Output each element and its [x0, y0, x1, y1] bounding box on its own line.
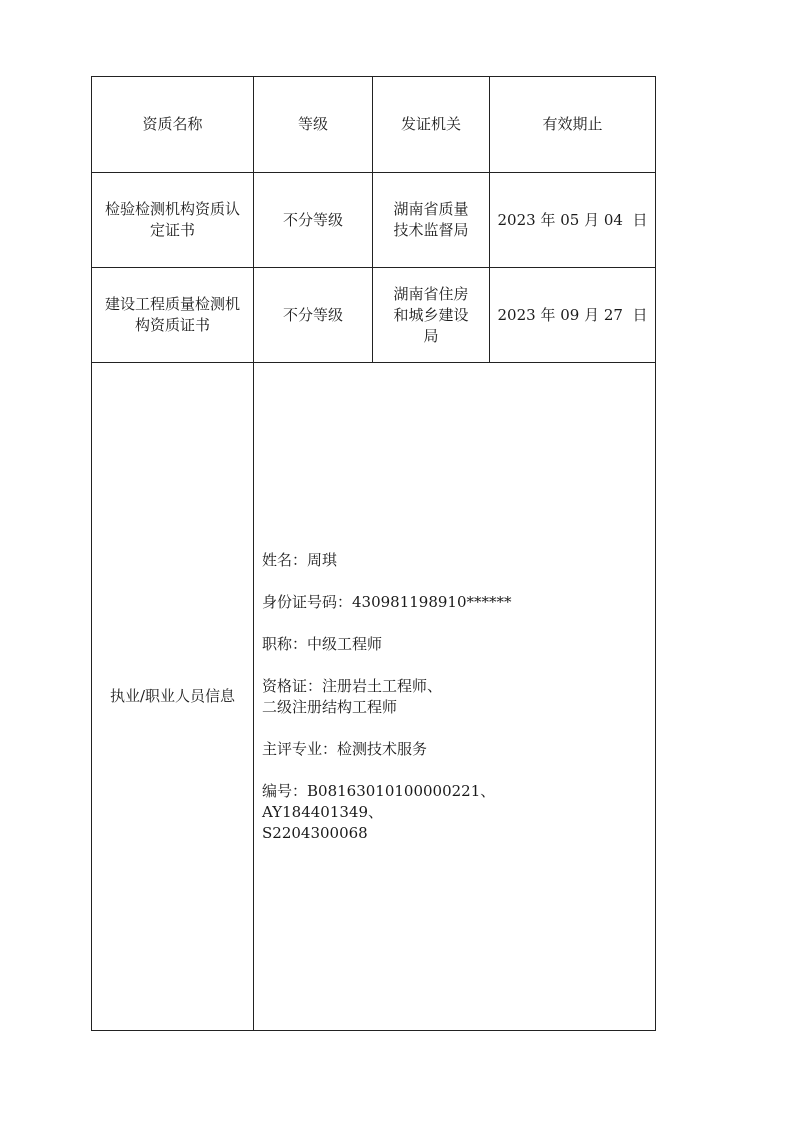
cell-validity: 2023 年 09 月 27 日 — [490, 268, 656, 363]
person-major: 主评专业：检测技术服务 — [262, 739, 428, 758]
cell-qualification-name: 建设工程质量检测机构资质证书 — [92, 268, 254, 363]
person-number-2: AY184401349、 — [262, 802, 384, 821]
cell-issuer: 湖南省住房和城乡建设局 — [373, 268, 490, 363]
cell-level: 不分等级 — [254, 173, 373, 268]
header-qualification-name: 资质名称 — [92, 77, 254, 173]
header-level: 等级 — [254, 77, 373, 173]
person-certificate-1: 资格证：注册岩土工程师、 — [262, 676, 443, 695]
person-number-3: S2204300068 — [262, 823, 368, 842]
header-validity: 有效期止 — [490, 77, 656, 173]
qualification-table — [91, 76, 656, 1031]
cell-issuer: 湖南省质量技术监督局 — [373, 173, 490, 268]
table-row — [92, 268, 656, 363]
person-id-number: 身份证号码：430981198910****** — [262, 592, 512, 611]
cell-qualification-name: 检验检测机构资质认定证书 — [92, 173, 254, 268]
header-issuer: 发证机关 — [373, 77, 490, 173]
person-number-1: 编号：B08163010100000221、 — [262, 781, 496, 800]
person-name: 姓名：周琪 — [262, 550, 338, 569]
personnel-info — [254, 363, 656, 1031]
person-title: 职称：中级工程师 — [262, 634, 383, 653]
table-header-row — [92, 77, 656, 173]
personnel-label: 执业/职业人员信息 — [92, 363, 254, 1031]
person-certificate-2: 二级注册结构工程师 — [262, 697, 398, 716]
table-row — [92, 173, 656, 268]
cell-level: 不分等级 — [254, 268, 373, 363]
cell-validity: 2023 年 05 月 04 日 — [490, 173, 656, 268]
personnel-row — [92, 363, 656, 1031]
